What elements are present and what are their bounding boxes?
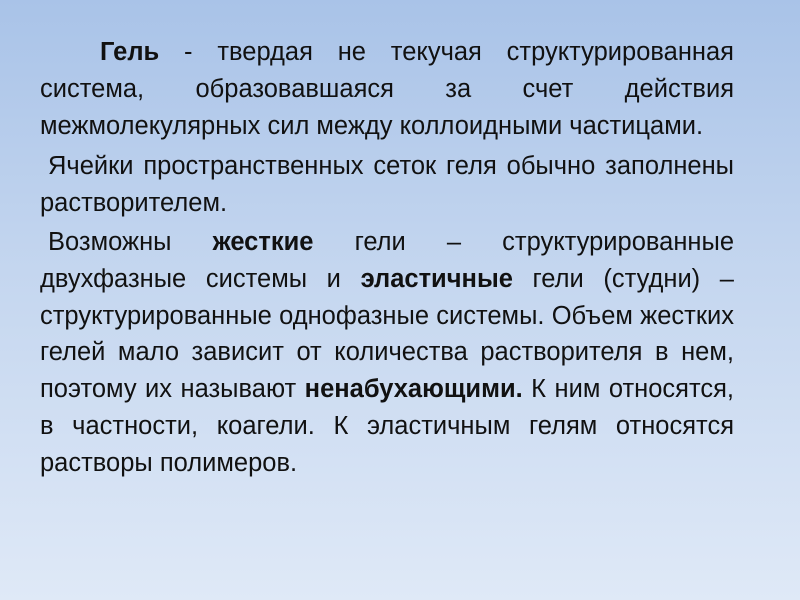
gel-cells-text: Ячейки пространственных сеток геля обычно заполнены растворителем. [40,152,734,218]
paragraph-gel-definition [40,34,734,144]
gel-types-intro: Возможны [48,227,213,256]
gel-definition-text: - твердая не текучая структурированная система, образовавшаяся за счет действия межмолекулярных сил между коллоидными частицами. [40,38,734,140]
paragraph-gel-types [40,224,734,482]
slide-text-body [40,34,734,482]
term-gel: Гель [100,38,160,66]
term-elastic: эластичные [360,264,513,293]
elastic-gel-description: гели (студни) – структурированные однофазные системы. Объем жестких гелей мало зависит от количества растворителя в нем, поэтому их называют [40,264,734,404]
rigid-gel-description: гели – структурированные двухфазные системы и [40,227,734,293]
term-non-swelling: ненабухающими. [304,375,523,404]
term-rigid: жесткие [212,227,314,256]
paragraph-gel-cells [40,148,734,222]
gel-examples-text: К ним относятся, в частности, коагели. К эластичным гелям относятся растворы полимеров. [40,375,734,477]
